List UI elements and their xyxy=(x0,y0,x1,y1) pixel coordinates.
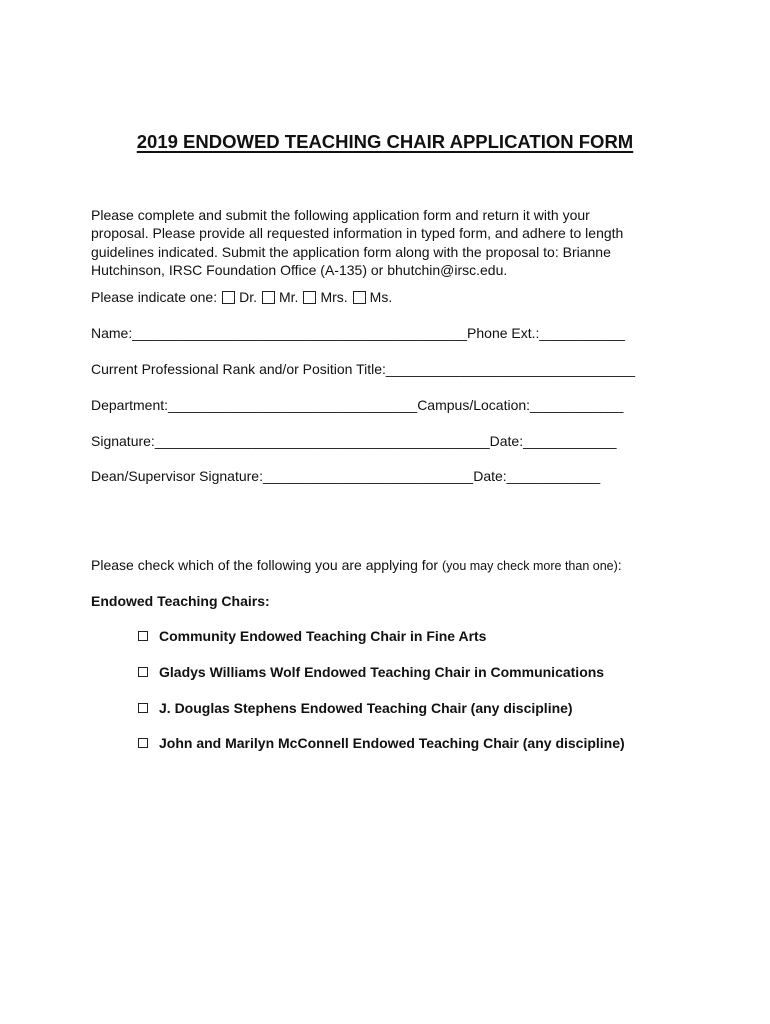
checkbox-mr[interactable] xyxy=(262,291,275,304)
intro-line: Hutchinson, IRSC Foundation Office (A-135) or bhutchin@irsc.edu. xyxy=(91,261,508,278)
check-prompt-note: (you may check more than one) xyxy=(441,559,618,573)
chair-label: Community Endowed Teaching Chair in Fine Arts xyxy=(159,628,487,644)
option-ms-label: Ms. xyxy=(369,289,393,305)
indicate-label: Please indicate one: xyxy=(91,289,218,305)
name-phone-field[interactable]: Name:___________________________________________Phone Ext.:___________ xyxy=(91,325,626,341)
option-mr-label: Mr. xyxy=(278,289,299,305)
dean-signature-date-field[interactable]: Dean/Supervisor Signature:___________________________Date:____________ xyxy=(91,468,601,484)
department-campus-field[interactable]: Department:________________________________Campus/Location:____________ xyxy=(91,397,624,413)
title-selection-row xyxy=(91,289,392,305)
checkbox-icon[interactable] xyxy=(138,631,148,641)
check-prompt-main: Please check which of the following you are applying for xyxy=(91,557,442,573)
chair-option[interactable] xyxy=(138,735,625,751)
option-dr-label: Dr. xyxy=(239,289,257,305)
checkbox-icon[interactable] xyxy=(138,703,148,713)
chair-option[interactable] xyxy=(138,700,573,716)
intro-line: proposal. Please provide all requested information in typed form, and adhere to length xyxy=(91,225,624,242)
option-mrs-label: Mrs. xyxy=(320,289,348,305)
intro-paragraph xyxy=(91,206,691,279)
chair-label: Gladys Williams Wolf Endowed Teaching Chair in Communications xyxy=(159,664,605,680)
chair-option[interactable] xyxy=(138,664,604,680)
rank-title-field[interactable]: Current Professional Rank and/or Position Title:________________________________ xyxy=(91,361,636,377)
checkbox-icon[interactable] xyxy=(138,738,148,748)
signature-date-field[interactable]: Signature:___________________________________________Date:____________ xyxy=(91,433,617,449)
check-prompt-colon: : xyxy=(617,557,622,573)
intro-line: Please complete and submit the following application form and return it with your xyxy=(91,207,590,223)
checkbox-mrs[interactable] xyxy=(303,291,316,304)
form-title: 2019 ENDOWED TEACHING CHAIR APPLICATION FORM xyxy=(136,131,634,152)
chairs-heading: Endowed Teaching Chairs: xyxy=(91,593,270,609)
checkbox-ms[interactable] xyxy=(353,291,366,304)
chair-option[interactable] xyxy=(138,628,486,644)
intro-line: guidelines indicated. Submit the application form along with the proposal to: Brianne xyxy=(91,243,611,260)
chair-label: John and Marilyn McConnell Endowed Teaching Chair (any discipline) xyxy=(159,735,625,751)
checkbox-icon[interactable] xyxy=(138,667,148,677)
check-prompt xyxy=(91,557,622,573)
chair-label: J. Douglas Stephens Endowed Teaching Chair (any discipline) xyxy=(159,700,573,716)
checkbox-dr[interactable] xyxy=(222,291,235,304)
